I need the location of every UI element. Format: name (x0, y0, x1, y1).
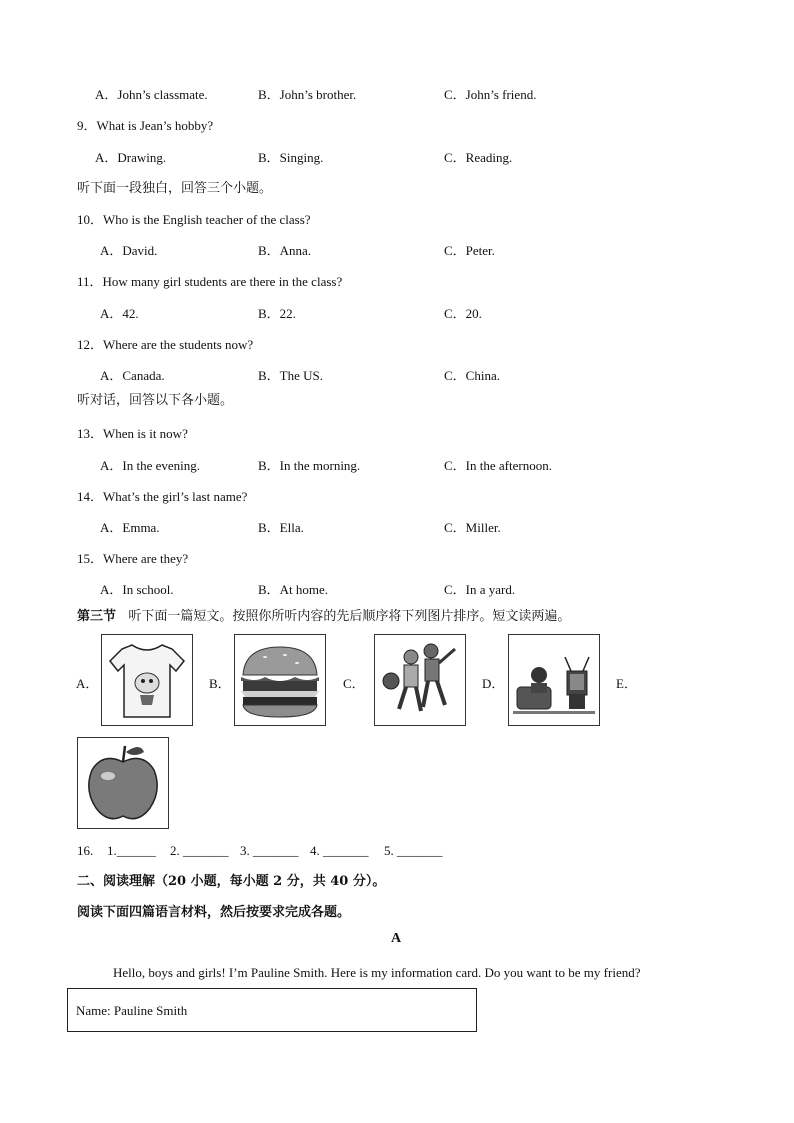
q14-option-a: A．Emma. (100, 520, 160, 535)
information-card (67, 988, 477, 1032)
q11-option-b: B．22. (258, 306, 296, 321)
q9-option-a: A．Drawing. (95, 150, 167, 165)
q15-option-a: A．In school. (100, 582, 174, 597)
q15-option-c: C．In a yard. (444, 582, 516, 597)
q9-option-c: C．Reading. (444, 150, 513, 165)
q12-option-b: B．The US. (258, 368, 324, 383)
q16-blank-3[interactable]: 3. _______ (240, 843, 299, 858)
q14-text: 14．What’s the girl’s last name? (77, 489, 248, 504)
q11-text: 11．How many girl students are there in the class? (77, 274, 343, 289)
q12-option-c: C．China. (444, 368, 500, 383)
apple-icon (77, 737, 169, 829)
basketball-players-icon (374, 634, 466, 726)
picture-e-label: E． (616, 676, 637, 691)
q16-blank-2[interactable]: 2. _______ (170, 843, 229, 858)
q10-text: 10．Who is the English teacher of the class? (77, 212, 311, 227)
q15-option-b: B．At home. (258, 582, 329, 597)
monologue-instruction: 听下面一段独白，回答三个小题。 (77, 181, 273, 196)
q16-number: 16. (77, 843, 94, 858)
q9-option-b: B．Singing. (258, 150, 324, 165)
q16-blank-4[interactable]: 4. _______ (310, 843, 369, 858)
passage-a-letter: A (391, 931, 402, 946)
passage-a-intro: Hello, boys and girls! I’m Pauline Smith. Here is my information card. Do you want to be my friend? (113, 965, 641, 980)
q13-option-a: A．In the evening. (100, 458, 201, 473)
q10-option-a: A．David. (100, 243, 158, 258)
hamburger-icon (234, 634, 326, 726)
t-shirt-icon (101, 634, 193, 726)
q8-option-c: C．John’s friend. (444, 87, 537, 102)
part2-title: 二、阅读理解（20 小题，每小题 2 分，共 40 分）。 (77, 874, 386, 889)
part2-instruction: 阅读下面四篇语言材料，然后按要求完成各题。 (77, 905, 351, 920)
section3-heading (77, 605, 570, 624)
section3-instruction: 听下面一篇短文。按照你所听内容的先后顺序将下列图片排序。短文读两遍。 (128, 609, 571, 624)
q14-option-b: B．Ella. (258, 520, 304, 535)
q12-option-a: A．Canada. (100, 368, 165, 383)
q14-option-c: C．Miller. (444, 520, 501, 535)
q13-option-c: C．In the afternoon. (444, 458, 552, 473)
q10-option-c: C．Peter. (444, 243, 495, 258)
q13-option-b: B．In the morning. (258, 458, 361, 473)
q16-blank-1[interactable]: 1.______ (107, 843, 156, 858)
card-name-field: Name: Pauline Smith (76, 1003, 188, 1018)
tv-watching-icon (508, 634, 600, 726)
section3-title: 第三节 (77, 609, 117, 624)
q11-option-c: C．20. (444, 306, 482, 321)
q15-text: 15．Where are they? (77, 551, 189, 566)
q11-option-a: A．42. (100, 306, 139, 321)
dialog-instruction: 听对话，回答以下各小题。 (77, 393, 234, 408)
q8-option-b: B．John’s brother. (258, 87, 357, 102)
picture-d-label: D． (482, 676, 505, 691)
picture-b-label: B． (209, 676, 231, 691)
q10-option-b: B．Anna. (258, 243, 312, 258)
q13-text: 13．When is it now? (77, 426, 188, 441)
q16-blank-5[interactable]: 5. _______ (384, 843, 443, 858)
q12-text: 12．Where are the students now? (77, 337, 254, 352)
q9-text: 9．What is Jean’s hobby? (77, 118, 214, 133)
picture-c-label: C． (343, 676, 365, 691)
picture-a-label: A． (76, 676, 99, 691)
q8-option-a: A．John’s classmate. (95, 87, 208, 102)
